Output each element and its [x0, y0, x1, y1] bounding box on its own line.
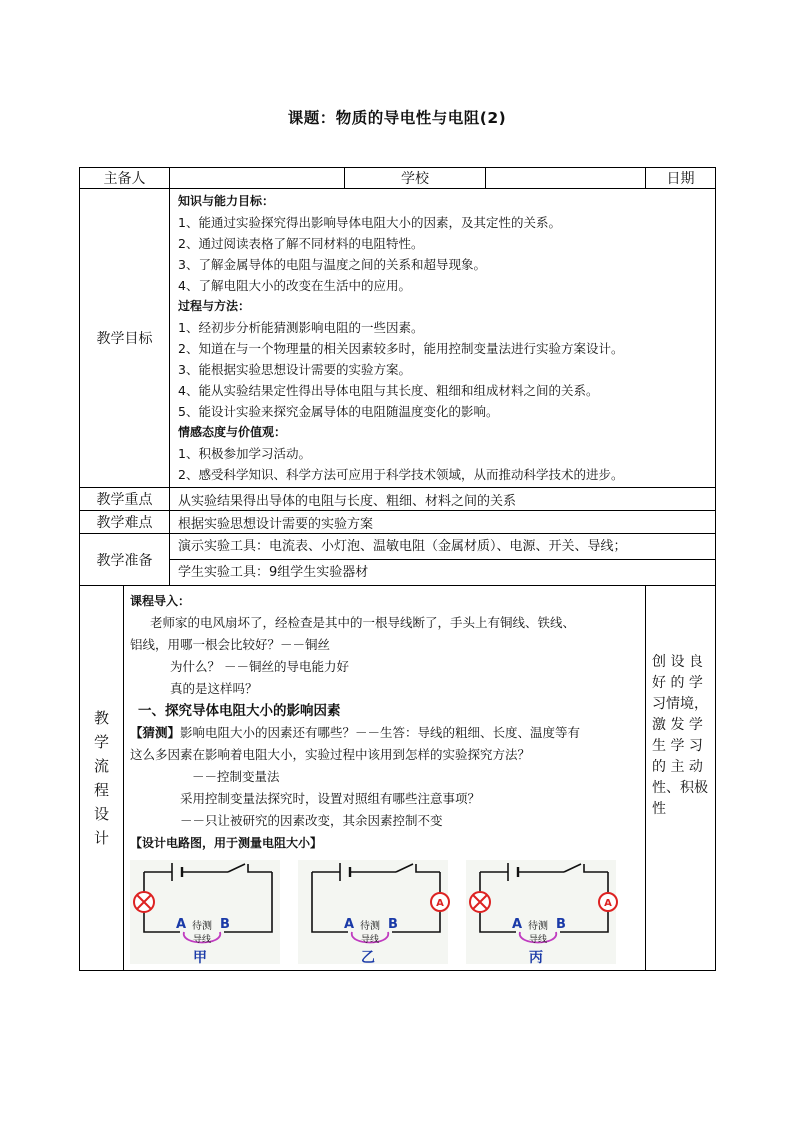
design-heading: 【设计电路图，用于测量电阻大小】 [130, 836, 323, 850]
guess-line [130, 722, 641, 744]
intro-paragraph-2: 铝线，用哪一根会比较好？－－铜丝 [130, 637, 331, 652]
preparer-value[interactable] [170, 168, 345, 189]
note-content [646, 586, 716, 971]
section-heading: 一、探究导体电阻大小的影响因素 [138, 703, 341, 719]
note-line: 生 学 习 [652, 738, 703, 754]
objective-item: 1、经初步分析能猜测影响电阻的一些因素。 [178, 320, 424, 335]
preparer-label: 主备人 [80, 168, 170, 189]
key-point-text: 从实验结果得出导体的电阻与长度、粗细、材料之间的关系 [170, 488, 716, 511]
guess-text: 影响电阻大小的因素还有哪些？－－生答：导线的粗细、长度、温度等有 [180, 725, 581, 740]
intro-title: 课程导入： [130, 594, 191, 608]
objective-item: 5、能设计实验来探究金属导体的电阻随温度变化的影响。 [178, 404, 499, 419]
objective-item: 3、了解金属导体的电阻与温度之间的关系和超导现象。 [178, 257, 486, 272]
lesson-plan-table [79, 167, 716, 971]
flow-content [124, 586, 646, 971]
test-wire-label: 待测 [528, 921, 548, 932]
terminal-a-label: A [344, 917, 355, 932]
note-line: 习情境， [652, 696, 708, 712]
page-title: 课题：物质的导电性与电阻(2) [287, 109, 507, 127]
circuit-background [130, 860, 280, 964]
header-row [80, 168, 716, 189]
answer-1: －－控制变量法 [192, 769, 280, 784]
test-wire-label: 导线 [528, 935, 548, 945]
flow-label-char: 计 [93, 829, 109, 847]
objectives-row [80, 189, 716, 488]
key-point-label: 教学重点 [80, 488, 170, 511]
note-line: 性、积极 [652, 780, 708, 796]
objective-heading: 知识与能力目标： [178, 194, 275, 208]
test-wire-label: 导线 [360, 935, 380, 945]
circuit-name: 甲 [193, 950, 207, 966]
circuit-background [298, 860, 448, 964]
objectives-label: 教学目标 [80, 189, 170, 488]
ammeter-label: A [436, 898, 444, 909]
objective-heading: 情感态度与价值观： [178, 425, 287, 439]
circuit-name: 丙 [529, 950, 543, 966]
difficulty-text: 根据实验思想设计需要的实验方案 [170, 511, 716, 534]
preparation-row [80, 534, 716, 586]
intro-question-2: 真的是这样吗？ [170, 681, 258, 696]
flow-label [80, 586, 124, 971]
terminal-a-label: A [176, 917, 187, 932]
objective-heading: 过程与方法： [178, 299, 251, 313]
terminal-b-label: B [556, 917, 566, 932]
student-tools: 学生实验工具：9组学生实验器材 [170, 559, 715, 585]
note-line: 创 设 良 [652, 654, 703, 670]
ammeter-label: A [604, 898, 612, 909]
flow-label-char: 流 [93, 757, 109, 775]
intro-paragraph-1: 老师家的电风扇坏了，经检查是其中的一根导线断了，手头上有铜线、铁线、 [150, 615, 576, 630]
guess-line-2: 这么多因素在影响着电阻大小，实验过程中该用到怎样的实验探究方法？ [130, 747, 531, 762]
question-2: 采用控制变量法探究时，设置对照组有哪些注意事项？ [180, 791, 481, 806]
note-line: 的 主 动 [652, 759, 703, 775]
objective-item: 4、了解电阻大小的改变在生活中的应用。 [178, 278, 411, 293]
answer-2: －－只让被研究的因素改变，其余因素控制不变 [180, 813, 443, 828]
note-line: 性 [652, 801, 666, 817]
school-value[interactable] [486, 168, 646, 189]
flow-row [80, 586, 716, 971]
test-wire-label: 导线 [192, 935, 212, 945]
school-label: 学校 [345, 168, 486, 189]
circuit-svg [130, 860, 630, 970]
test-wire-label: 待测 [360, 921, 380, 932]
test-wire-label: 待测 [192, 921, 212, 932]
objective-item: 1、能通过实验探究得出影响导体电阻大小的因素，及其定性的关系。 [178, 215, 561, 230]
objective-item: 3、能根据实验思想设计需要的实验方案。 [178, 362, 411, 377]
objective-item: 2、通过阅读表格了解不同材料的电阻特性。 [178, 236, 424, 251]
key-point-row [80, 488, 716, 511]
terminal-b-label: B [220, 917, 230, 932]
objectives-content [170, 189, 716, 488]
preparation-content [170, 534, 716, 586]
flow-label-char: 设 [93, 805, 109, 823]
flow-label-char: 教 [93, 709, 109, 727]
intro-question: 为什么？ －－铜丝的导电能力好 [170, 659, 349, 674]
flow-label-char: 学 [93, 733, 109, 751]
difficulty-label: 教学难点 [80, 511, 170, 534]
terminal-b-label: B [388, 917, 398, 932]
circuit-background [466, 860, 616, 964]
flow-label-char: 程 [93, 781, 109, 799]
circuit-diagrams [130, 860, 630, 970]
guess-tag: 【猜测】 [130, 725, 181, 740]
note-line: 激 发 学 [652, 717, 703, 733]
date-label: 日期 [646, 168, 716, 189]
preparation-label: 教学准备 [80, 534, 170, 586]
difficulty-row [80, 511, 716, 534]
objective-item: 1、积极参加学习活动。 [178, 446, 311, 461]
objective-item: 4、能从实验结果定性得出导体电阻与其长度、粗细和组成材料之间的关系。 [178, 383, 599, 398]
terminal-a-label: A [512, 917, 523, 932]
objective-item: 2、知道在与一个物理量的相关因素较多时，能用控制变量法进行实验方案设计。 [178, 341, 624, 356]
objective-item: 2、感受科学知识、科学方法可应用于科学技术领域，从而推动科学技术的进步。 [178, 467, 624, 482]
note-line: 好 的 学 [652, 675, 703, 691]
demo-tools: 演示实验工具：电流表、小灯泡、温敏电阻（金属材质）、电源、开关、导线； [178, 539, 627, 554]
circuit-name: 乙 [361, 950, 375, 966]
